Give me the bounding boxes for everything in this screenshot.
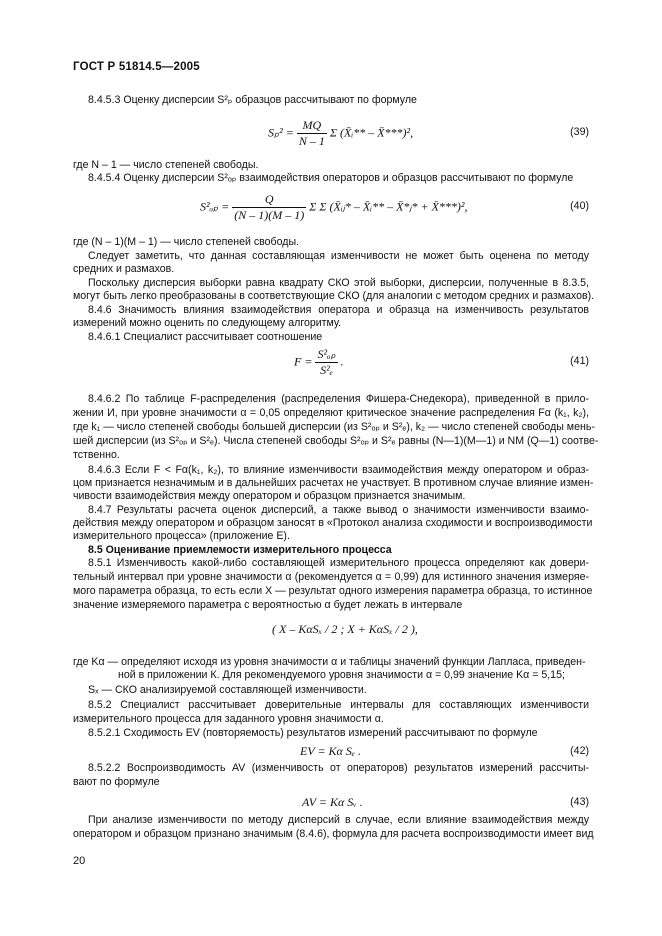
clause-8-5-2-1: 8.5.2.1 Сходимость EV (повторяемость) результатов измерений рассчитывают по формуле [88, 727, 538, 739]
clause-8-5-2-2-line-2: вают по формуле [73, 776, 160, 788]
clause-8-4-5-3: 8.4.5.3 Оценку дисперсии S²ₚ образцов рассчитывают по формуле [88, 94, 417, 106]
document-header: ГОСТ Р 51814.5—2005 [73, 61, 200, 73]
note-1-line-2: средних и размахов. [73, 263, 175, 275]
final-paragraph-line-1: При анализе изменчивости по методу дисперсий в случае, если влияние взаимодействия между [88, 814, 589, 826]
k-alpha-definition-line-2: ной в приложении К. Для рекомендуемого уровня значимости α = 0,99 значение Kα = 5,15; [118, 669, 565, 681]
equation-number-40: (40) [570, 200, 589, 212]
formula-39-fraction [297, 118, 327, 149]
formula-43: AV = Kα Sᵥ . [302, 795, 363, 809]
clause-8-4-6-1: 8.4.6.1 Специалист рассчитывает соотношение [88, 331, 323, 343]
clause-8-4-5-4: 8.4.5.4 Оценку дисперсии S²ₒₚ взаимодействия операторов и образцов рассчитывают по формуле [88, 172, 574, 184]
note-2-line-1: Поскольку дисперсия выборки равна квадрату СКО этой выборки, дисперсии, полученные в 8.3.5, [88, 277, 589, 289]
equation-number-41: (41) [570, 355, 589, 367]
degrees-of-freedom-n: где N – 1 — число степеней свободы. [73, 159, 259, 171]
clause-8-5-1-line-4: значение измеряемого параметра с вероятностью α будет лежать в интервале [73, 599, 463, 611]
clause-8-4-6-2-line-4: шей дисперсии (из S²ₒₚ и S²ₑ). Числа степеней свободы S²ₒₚ и S²ₑ равны (N—1)(M—1) и NM (Q—1) соотве- [73, 435, 599, 447]
formula-40 [200, 192, 468, 223]
formula-39 [268, 118, 413, 149]
note-2-line-2: могут быть легко преобразованы в соответствующие СКО (для аналогии с методом средних и размахов). [73, 290, 595, 302]
formula-41-lhs: F = [294, 354, 313, 369]
clause-8-4-6-2-line-5: тственно. [73, 449, 120, 461]
equation-number-43: (43) [570, 796, 589, 808]
formula-39-denominator: N – 1 [298, 134, 325, 148]
equation-number-42: (42) [570, 745, 589, 757]
clause-8-5-2-line-1: 8.5.2 Специалист рассчитывает доверительные интервалы для составляющих изменчивости [88, 699, 589, 711]
clause-8-5-2-line-2: измерительного процесса для заданного уровня значимости α. [73, 713, 384, 725]
formula-41: F = $\frac{\text{S²ₒₚ}}{\text{S²ₑ}}$ . [294, 347, 344, 377]
clause-8-5-1-line-3: мого параметра образца, то есть если X — результат одного измерения параметра образца, то истинное [73, 585, 593, 597]
formula-40-numerator: Q [232, 192, 306, 208]
clause-8-4-6-3-line-3: чивости взаимодействия между оператором и образцом признается значимым. [73, 490, 466, 502]
formula-40-fraction [232, 192, 306, 223]
note-1-line-1: Следует заметить, что данная составляющая изменчивости не может быть оценена по методу [88, 250, 589, 262]
clause-8-4-7-line-1: 8.4.7 Результаты расчета оценок дисперсий, а также вывод о значимости изменчивости взаимо- [88, 504, 589, 516]
clause-8-4-7-line-3: измерительного процесса» (приложение Е). [73, 530, 290, 542]
clause-8-5-1-line-2: тельный интервал при уровне значимости α (рекомендуется α = 0,99) для истинного значения измеряе- [73, 571, 589, 583]
k-alpha-definition-line-1: где Kα — определяют исходя из уровня значимости α и таблицы значений функции Лапласа, приведен- [73, 656, 586, 668]
formula-40-lhs: S²ₒₚ = [200, 199, 230, 214]
clause-8-5-2-2-line-1: 8.5.2.2 Воспроизводимость AV (изменчивость от операторов) результатов измерений рассчиты- [88, 762, 589, 774]
formula-interval: ( X – KαSₓ / 2 ; X + KαSₓ / 2 ), [272, 622, 418, 636]
equation-number-39: (39) [570, 126, 589, 138]
clause-8-4-6-3-line-1: 8.4.6.3 Если F < Fα(k₁, k₂), то влияние изменчивости взаимодействия между оператором и образ- [88, 464, 589, 476]
formula-40-body: Σ Σ (X̄ᵢⱼ* – X̄ᵢ** – X̄*ⱼ* + X̄***)², [309, 199, 468, 214]
section-heading-8-5: 8.5 Оценивание приемлемости измерительного процесса [88, 544, 392, 556]
page-number: 20 [73, 855, 86, 867]
formula-39-numerator: MQ [297, 118, 327, 134]
clause-8-4-6-2-line-3: где k₁ — число степеней свободы большей дисперсии (из S²ₒₚ и S²ₑ), k₂ — число степеней свободы мень- [73, 421, 595, 433]
clause-8-5-1-line-1: 8.5.1 Изменчивость какой-либо составляющей измерительного процесса определяют как довери- [88, 557, 589, 569]
formula-41-fraction [315, 347, 337, 378]
final-paragraph-line-2: оператором и образцом признано значимым (8.4.6), формула для расчета воспроизводимости имеет вид [73, 828, 594, 840]
formula-39-lhs: Sₚ² = [268, 125, 294, 140]
degrees-of-freedom-nm: где (N – 1)(M – 1) — число степеней свободы. [73, 236, 299, 248]
formula-41-numerator: S²ₒₚ [317, 347, 336, 361]
formula-40-denominator: (N – 1)(M – 1) [234, 208, 305, 222]
clause-8-4-6-3-line-2: цом признается незначимым и в дальнейших расчетах не участвует. В противном случае влияние измен- [73, 477, 594, 489]
clause-8-4-6-2-line-2: жении И, при уровне значимости α = 0,05 определяют критическое значение распределения Fα (k₁, k₂), [73, 407, 589, 419]
clause-8-4-6-line-2: измерений можно оценить по следующему алгоритму. [73, 317, 342, 329]
clause-8-4-6-2-line-1: 8.4.6.2 По таблице F-распределения (распределения Фишера-Снедекора), приведенной в прило- [88, 393, 589, 405]
clause-8-4-6-line-1: 8.4.6 Значимость влияния взаимодействия оператора и образца на изменчивость результатов [88, 304, 589, 316]
s-x-definition: Sₓ — СКО анализируемой составляющей изменчивости. [88, 684, 367, 696]
clause-8-4-7-line-2: действия между оператором и образцом заносят в «Протокол анализа сходимости и воспроизводимости [73, 517, 593, 529]
formula-42: EV = Kα Sₑ . [300, 744, 361, 758]
formula-39-body: Σ (X̄ᵢ** – X̄***)², [329, 125, 414, 140]
formula-41-denominator: S²ₑ [320, 363, 333, 377]
